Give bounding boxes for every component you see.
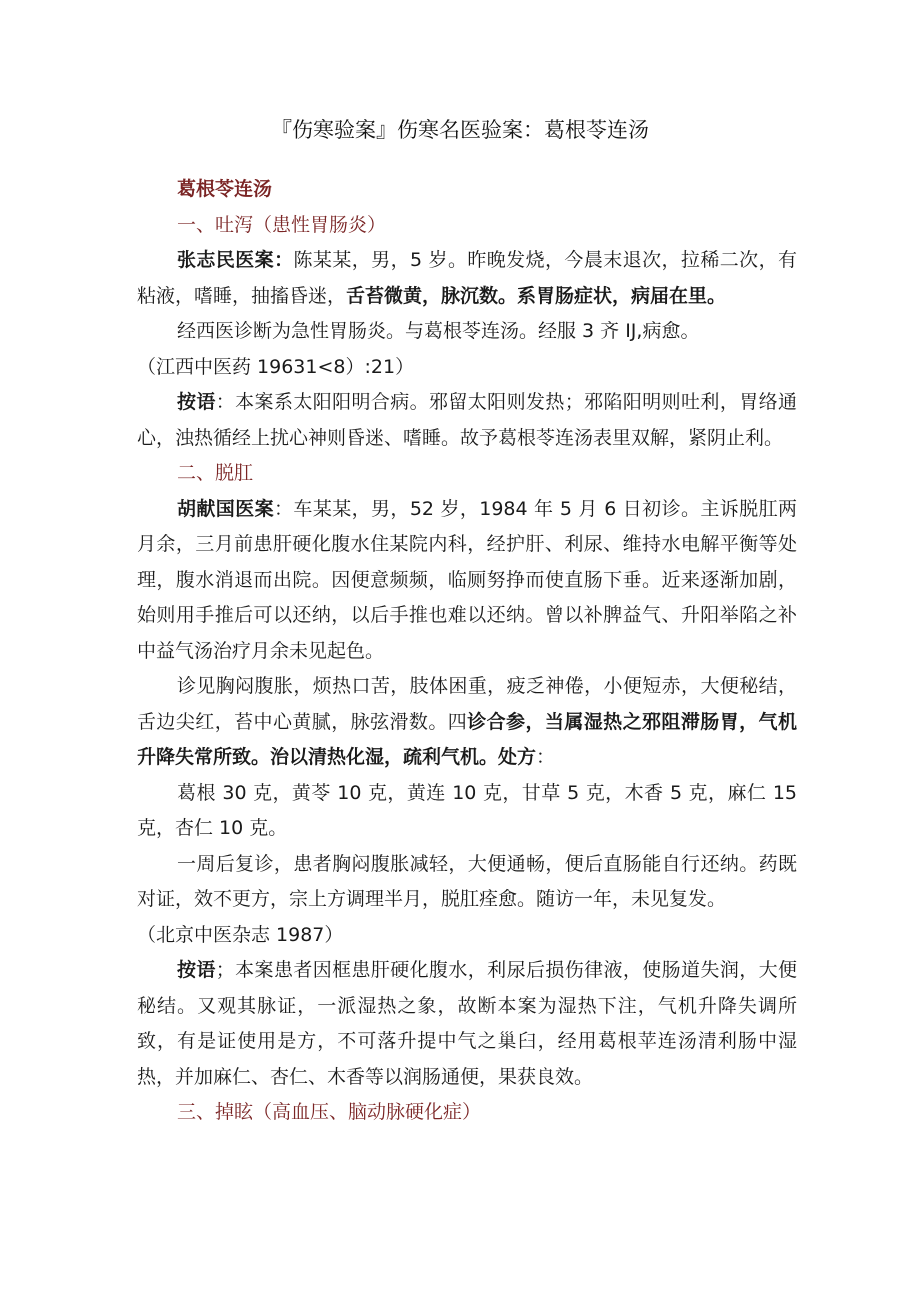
section-3-heading: 三、掉眩（高血压、脑动脉硬化症）	[177, 1101, 482, 1123]
section-2-heading: 二、脱肛	[177, 462, 254, 484]
document-body	[137, 172, 797, 1131]
exam-emphasis: 诊合参，当属湿热之邪阻滞肠胃，气机升降失常所致。治以清热化湿，疏利气机。处方	[137, 710, 797, 768]
section-2-source: （北京中医杂志 1987）	[137, 923, 344, 946]
section-1-diagnosis: 经西医诊断为急性胃肠炎。与葛根苓连汤。经服 3 齐 IJ,病愈。	[177, 320, 700, 342]
case-emphasis: 舌苔微黄，脉沉数。系胃肠症状，病届在里。	[346, 284, 727, 307]
document-title: 『伤寒验案』伤寒名医验案：葛根苓连汤	[271, 118, 649, 142]
case-text: 陈某某，男，5 岁。昨晚发烧，今晨末退次，拉稀二次，有粘液，嗜睡，抽搐昏迷，	[137, 249, 797, 307]
case-author: 胡献国医案	[177, 497, 275, 520]
section-2-followup: 一周后复诊，患者胸闷腹胀减轻，大便通畅，便后直肠能自行还纳。药既对证，效不更方，宗上方调理半月，脱肛痊愈。随访一年，未见复发。	[137, 852, 797, 910]
case-author: 张志民医案：	[177, 249, 294, 271]
section-1-source: （江西中医药 19631<8）:21）	[137, 355, 415, 378]
section-2-exam	[137, 669, 797, 776]
case-text: ：车某某，男，52 岁，1984 年 5 月 6 日初诊。主诉脱肛两月余，三月前患肝硬化腹水住某院内科，经护肝、利尿、维持水电解平衡等处理，腹水消退而出院。因便意频频，临厕努挣而使直肠下垂。近来逐渐加剧，始则用手推后可以还纳，以后手推也难以还纳。曾以补脾益气、升阳举陷之补中益气汤治疗月余未见起色。	[137, 497, 797, 662]
section-2-note	[137, 953, 797, 1095]
prescription-heading: 葛根苓连汤	[177, 178, 273, 200]
section-1-heading: 一、吐泻（患性胃肠炎）	[177, 213, 387, 236]
note-label: 按语	[177, 959, 216, 981]
section-2-case	[137, 492, 797, 670]
section-1-note	[137, 385, 797, 456]
note-text: ；本案患者因框患肝硬化腹水，利尿后损伤律液，使肠道失润，大便秘结。又观其脉证，一派湿热之象，故断本案为湿热下注，气机升降失调所致，有是证使用是方，不可落升提中气之巢臼，经用葛根苹连汤清利肠中湿热，并加麻仁、杏仁、木香等以润肠通便，果获良效。	[137, 959, 797, 1088]
exam-colon: ：	[536, 746, 556, 768]
note-text: ：本案系太阳阳明合病。邪留太阳则发热；邪陷阳明则吐利，胃络通心，浊热循经上扰心神则昏迷、嗜睡。故予葛根苓连汤表里双解，紧阴止利。	[137, 391, 797, 449]
section-2-formula: 葛根 30 克，黄苓 10 克，黄连 10 克，甘草 5 克，木香 5 克，麻仁 15 克，杏仁 10 克。	[137, 781, 797, 839]
section-1-case	[137, 243, 797, 314]
note-label: 按语	[177, 391, 216, 413]
exam-text: 诊见胸闷腹胀，烦热口苦，肢体困重，疲乏神倦，小便短赤，大便秘结，舌边尖红，苔中心黄腻，脉弦滑数。四	[137, 675, 797, 733]
